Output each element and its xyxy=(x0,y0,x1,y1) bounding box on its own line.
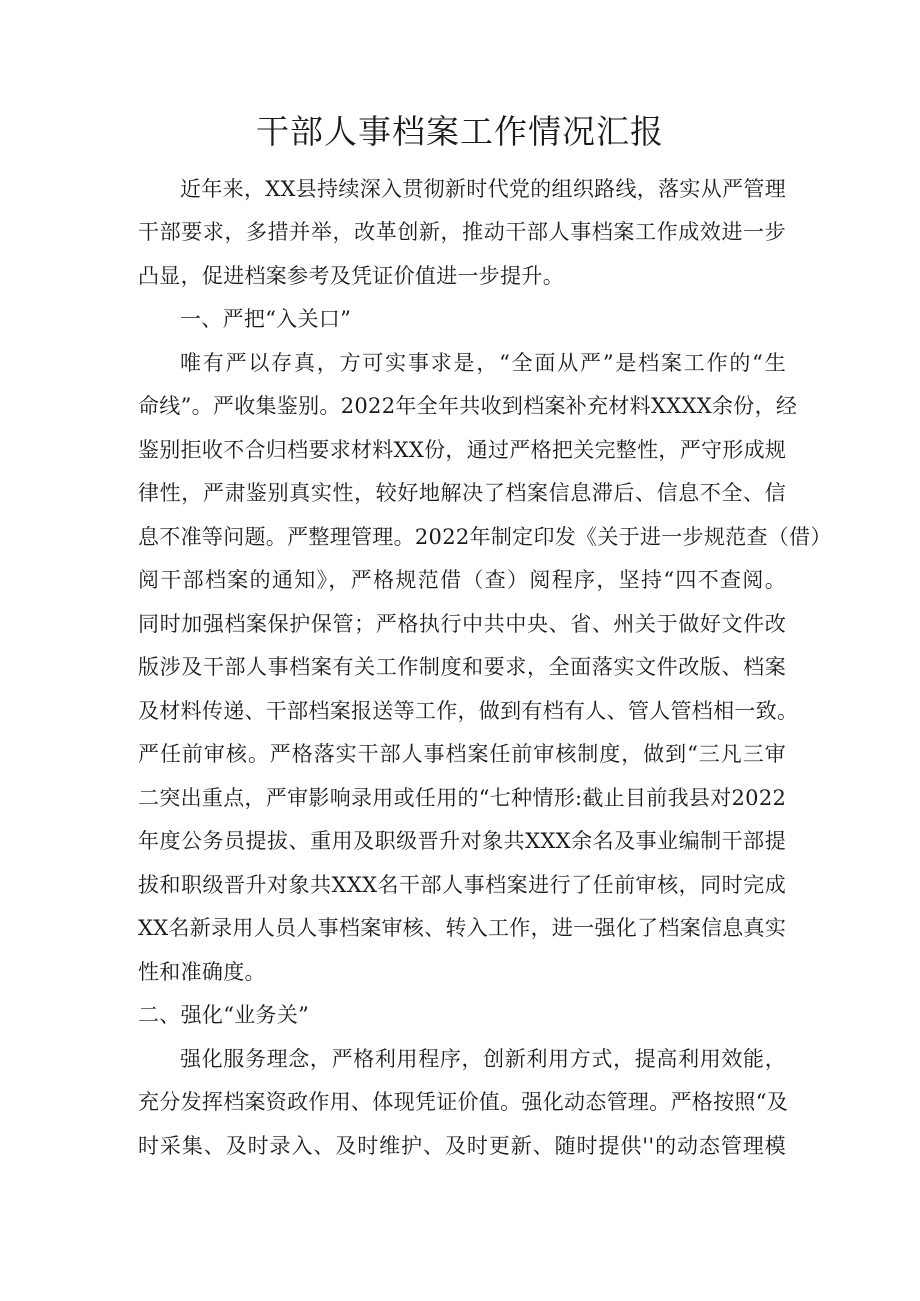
paragraph-line: 严任前审核。严格落实干部人事档案任前审核制度，做到“三凡三审 xyxy=(138,742,786,766)
paragraph-line: 凸显，促进档案参考及凭证价值进一步提升。 xyxy=(138,264,564,288)
section-heading-2: 二、强化“业务关” xyxy=(138,1003,310,1027)
document-title: 干部人事档案工作情况汇报 xyxy=(256,112,664,151)
paragraph-line: 命线”。严收集鉴别。2022年全年共收到档案补充材料XXXX余份，经 xyxy=(138,394,798,418)
paragraph-line: XX名新录用人员人事档案审核、转入工作，进一强化了档案信息真实 xyxy=(138,916,787,940)
paragraph-line: 二突出重点，严审影响录用或任用的“七种情形:截止目前我县对2022 xyxy=(138,786,787,810)
paragraph-line: 版涉及干部人事档案有关工作制度和要求，全面落实文件改版、档案 xyxy=(138,655,786,679)
paragraph-line: 干部要求，多措并举，改革创新，推动干部人事档案工作成效进一步 xyxy=(138,220,786,244)
paragraph-line: 唯有严以存真，方可实事求是，“全面从严”是档案工作的“生 xyxy=(180,351,786,375)
paragraph-line: 性和准确度。 xyxy=(138,960,266,984)
paragraph-line: 阅干部档案的通知》，严格规范借（查）阅程序，坚持“四不查阅。 xyxy=(138,568,786,592)
paragraph-line: 息不准等问题。严整理管理。2022年制定印发《关于进一步规范查（借） xyxy=(138,525,832,549)
paragraph-line: 近年来，XX县持续深入贯彻新时代党的组织路线，落实从严管理 xyxy=(180,177,786,201)
paragraph-line: 时采集、及时录入、及时维护、及时更新、随时提供''的动态管理模 xyxy=(138,1134,786,1158)
paragraph-line: 同时加强档案保护保管；严格执行中共中央、省、州关于做好文件改 xyxy=(138,612,786,636)
paragraph-line: 充分发挥档案资政作用、体现凭证价值。强化动态管理。严格按照“及 xyxy=(138,1090,789,1114)
paragraph-line: 律性，严肃鉴别真实性，较好地解决了档案信息滞后、信息不全、信 xyxy=(138,481,786,505)
paragraph-line: 年度公务员提拔、重用及职级晋升对象共XXX余名及事业编制干部提 xyxy=(138,829,786,853)
paragraph-line: 及材料传递、干部档案报送等工作，做到有档有人、管人管档相一致。 xyxy=(138,699,799,723)
paragraph-line: 拔和职级晋升对象共XXX名干部人事档案进行了任前审核，同时完成 xyxy=(138,873,786,897)
paragraph-line: 鉴别拒收不合归档要求材料XX份，通过严格把关完整性，严守形成规 xyxy=(138,438,787,462)
section-heading-1: 一、严把“入关口” xyxy=(180,307,352,331)
paragraph-line: 强化服务理念，严格利用程序，创新利用方式，提高利用效能， xyxy=(180,1047,786,1071)
